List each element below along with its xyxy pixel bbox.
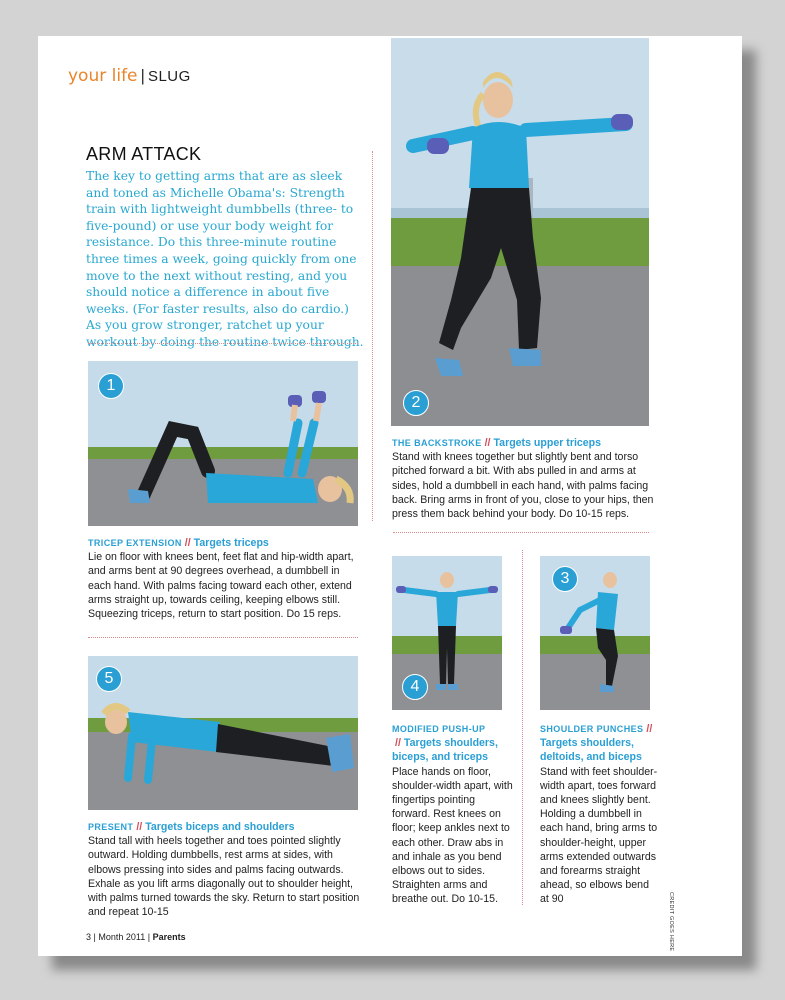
exercise-name: MODIFIED PUSH-UP — [392, 724, 486, 734]
exercise-target: Targets biceps and shoulders — [145, 821, 295, 833]
article-intro: The key to getting arms that are as sleek and toned as Michelle Obama's: Strength train with lightweight dumbbells (three- to five-pound) or use your body weight for resistance. Do this three-minute routine three times a week, going quickly from one move to the next without resting, and you should notice a difference in about five weeks. (For faster results, also do cardio.) As you grow stronger, ratchet up your workout by doing the routine twice through. — [86, 169, 364, 349]
slash-separator: // — [484, 437, 491, 449]
step-badge-3: 3 — [552, 566, 578, 592]
caption-backstroke — [392, 436, 654, 521]
section-header — [68, 66, 191, 86]
exercise-instructions: Stand with knees together but slightly bent and torso pitched forward a bit. With abs pulled in and arms at sides, hold a dumbbell in each hand, with palms facing back. Bring arms in front of you, close to your hips, then press them back behind your body. Do 10-15 reps. — [392, 451, 654, 521]
divider-right — [393, 532, 649, 533]
caption-present — [88, 820, 360, 919]
exercise-name: THE BACKSTROKE — [392, 438, 482, 448]
photo-modified-push-up — [392, 556, 502, 710]
slash-separator: // — [646, 723, 653, 735]
section-slug: SLUG — [147, 68, 191, 85]
exercise-name: SHOULDER PUNCHES — [540, 724, 644, 734]
slash-separator: // — [136, 821, 143, 833]
exercise-instructions: Stand tall with heels together and toes pointed slightly outward. Holding dumbbells, rest arms at sides, with elbows pressing into sides and palms facing outwards. Exhale as you lift arms diagonally out to shoulder height, with palms turned towards the sky. Return to start position and repeat 10-15 — [88, 835, 360, 919]
footer-separator: | — [93, 932, 96, 942]
article-title: ARM ATTACK — [86, 144, 202, 164]
magazine-name: Parents — [152, 932, 186, 942]
magazine-page — [38, 36, 742, 956]
photo-present — [88, 656, 358, 810]
photo-backstroke — [391, 38, 649, 426]
exercise-instructions: Stand with feet shoulder-width apart, toes forward and knees slightly bent. Holding a dumbbell in each hand, bring arms to shoulder-height, upper arms extended outwards and forearms straight ahead, so elbows bend at 90 — [540, 765, 658, 906]
photo-credit: CREDIT GOES HERE — [668, 892, 674, 952]
step-badge-1: 1 — [98, 373, 124, 399]
issue-date: Month 2011 — [98, 932, 146, 942]
page-number: 3 — [86, 932, 92, 942]
divider-intro — [88, 343, 358, 344]
step-badge-2: 2 — [403, 390, 429, 416]
exercise-instructions: Lie on floor with knees bent, feet flat and hip-width apart, and arms bent at 90 degrees overhead, a dumbbell in each hand. With palms facing toward each other, extend arms straight up, towards ceiling, keeping elbows still. Squeezing triceps, return to start position. Do 15 reps. — [88, 551, 354, 621]
exercise-target: Targets shoulders, biceps, and triceps — [392, 737, 498, 764]
page-footer — [86, 932, 186, 942]
divider-left — [88, 637, 358, 638]
section-name: your life — [68, 66, 138, 86]
slash-separator: // — [184, 537, 191, 549]
exercise-target: Targets triceps — [193, 537, 269, 549]
exercise-name: PRESENT — [88, 822, 134, 832]
exercise-target: Targets shoulders, deltoids, and biceps — [540, 737, 642, 764]
exercise-target: Targets upper triceps — [493, 437, 602, 449]
exercise-name: TRICEP EXTENSION — [88, 538, 182, 548]
header-separator: | — [140, 66, 145, 85]
photo-tricep-extension — [88, 361, 358, 526]
step-badge-5: 5 — [96, 666, 122, 692]
divider-small-columns — [522, 550, 523, 905]
photo-shoulder-punches — [540, 556, 650, 710]
footer-separator-2: | — [147, 932, 151, 942]
step-badge-4: 4 — [402, 674, 428, 700]
caption-shoulder-punches — [540, 722, 660, 907]
exercise-instructions: Place hands on floor, shoulder-width apart, with fingertips pointing forward. Rest knees on floor; keep ankles next to each other. Draw abs in and inhale as you bend elbows out to sides. Straighten arms and breathe out. Do 10-15. — [392, 765, 513, 906]
divider-column — [372, 151, 373, 521]
caption-tricep-extension — [88, 536, 360, 621]
slash-separator: // — [395, 737, 401, 750]
caption-modified-push-up — [392, 722, 516, 907]
